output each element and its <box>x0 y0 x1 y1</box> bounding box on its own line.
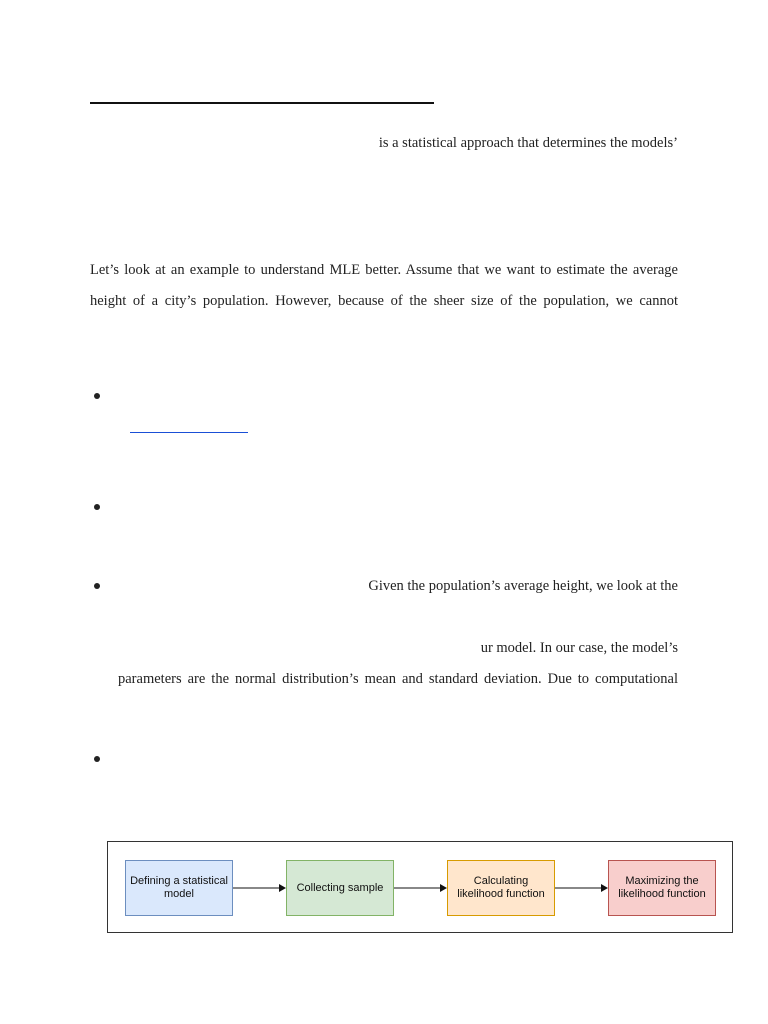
flow-step-maximize-likelihood: Maximizing the likelihood function <box>608 860 716 916</box>
bullet-3-line-3: parameters are the normal distribution’s mean and standard deviation. Due to computational <box>118 671 678 687</box>
hyperlink-underline[interactable] <box>130 432 248 433</box>
bullet-3-line-1: Given the population’s average height, we look at the <box>368 578 678 594</box>
flow-arrow-3 <box>555 880 608 896</box>
flow-step-calc-likelihood: Calculating likelihood function <box>447 860 555 916</box>
intro-line: is a statistical approach that determines the models’ <box>378 135 678 151</box>
example-line-1: Let’s look at an example to understand MLE better. Assume that we want to estimate the average <box>90 262 678 278</box>
example-line-2: height of a city’s population. However, because of the sheer size of the population, we cannot <box>90 293 678 309</box>
flow-arrow-1 <box>233 880 286 896</box>
bullet-1 <box>94 393 100 399</box>
title-underline <box>90 102 434 104</box>
flow-arrow-2 <box>394 880 447 896</box>
bullet-3-line-2: ur model. In our case, the model’s <box>480 640 678 656</box>
flow-step-define-model: Defining a statistical model <box>125 860 233 916</box>
bullet-2 <box>94 504 100 510</box>
flow-step-collect-sample: Collecting sample <box>286 860 394 916</box>
bullet-4 <box>94 756 100 762</box>
mle-flowchart <box>107 841 733 933</box>
